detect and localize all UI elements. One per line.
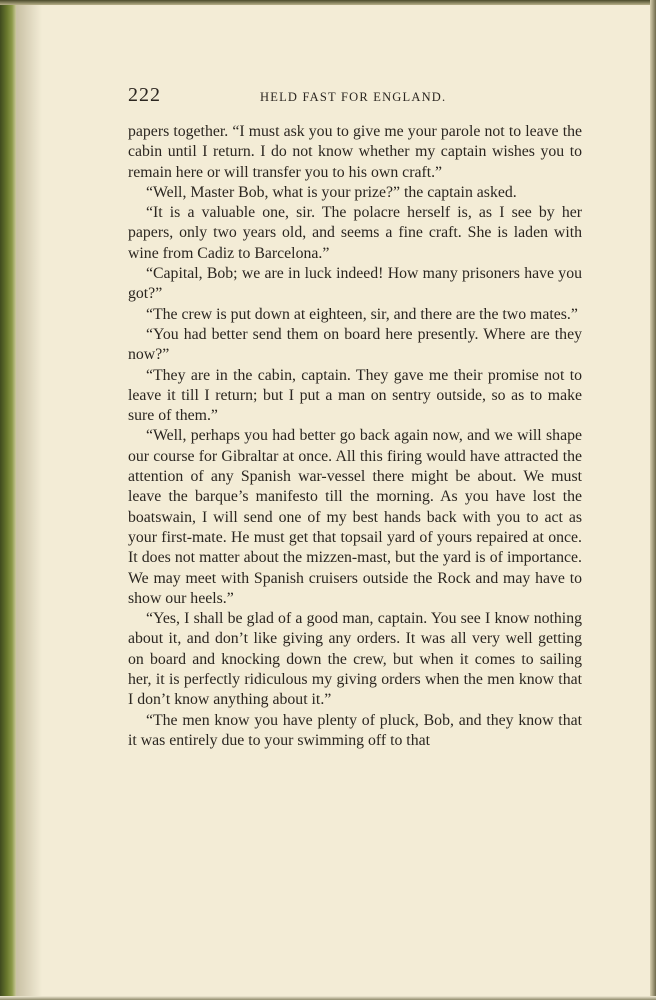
page-number: 222 bbox=[128, 84, 161, 106]
book-binding-edge bbox=[0, 0, 16, 1000]
paragraph: “You had better send them on board here presently. Where are they now?” bbox=[128, 325, 582, 364]
page-right-edge bbox=[650, 0, 656, 1000]
gutter-shadow bbox=[16, 0, 42, 1000]
book-page bbox=[128, 84, 582, 751]
page-header bbox=[128, 84, 582, 110]
paragraph: “Well, perhaps you had better go back again now, and we will shape our course for Gibraltar at once. All this firing would have attracted the attention of any Spanish war-vessel there might be about. We must leave the barque’s manifesto till the morning. As you have lost the boatswain, I will send one of my best hands back with you to act as your first-mate. He must get that topsail yard of yours repaired at once. It does not matter about the mizzen-mast, but the yard is of importance. We may meet with Spanish cruisers outside the Rock and may have to show our heels.” bbox=[128, 427, 582, 607]
paragraph: “Capital, Bob; we are in luck indeed! How many prisoners have you got?” bbox=[128, 265, 582, 303]
paragraph: “The men know you have plenty of pluck, Bob, and they know that it was entirely due to your swimming off to that bbox=[128, 711, 582, 749]
paragraph: “It is a valuable one, sir. The polacre herself is, as I see by her papers, only two years old, and seems a fine craft. She is laden with wine from Cadiz to Barcelona.” bbox=[128, 204, 582, 262]
page-bottom-edge bbox=[0, 996, 656, 1000]
body-text bbox=[128, 122, 582, 751]
paragraph: “The crew is put down at eighteen, sir, and there are the two mates.” bbox=[146, 305, 578, 323]
paragraph: “Yes, I shall be glad of a good man, captain. You see I know nothing about it, and don’t like giving any orders. It was all very well getting on board and knocking down the crew, but when it comes to sailing her, it is perfectly ridiculous my giving orders when the men know that I don’t know anything about it.” bbox=[128, 610, 582, 709]
paragraph: papers together. “I must ask you to give me your parole not to leave the cabin until I return. I do not know whether my captain wishes you to remain here or will transfer you to his own craft.” bbox=[128, 123, 582, 181]
paragraph: “They are in the cabin, captain. They gave me their promise not to leave it till I return; but I put a man on sentry outside, so as to make sure of them.” bbox=[128, 366, 582, 425]
paragraph: “Well, Master Bob, what is your prize?” the captain asked. bbox=[146, 183, 517, 201]
running-title: HELD FAST FOR ENGLAND. bbox=[260, 90, 447, 104]
page-top-edge bbox=[0, 0, 656, 5]
